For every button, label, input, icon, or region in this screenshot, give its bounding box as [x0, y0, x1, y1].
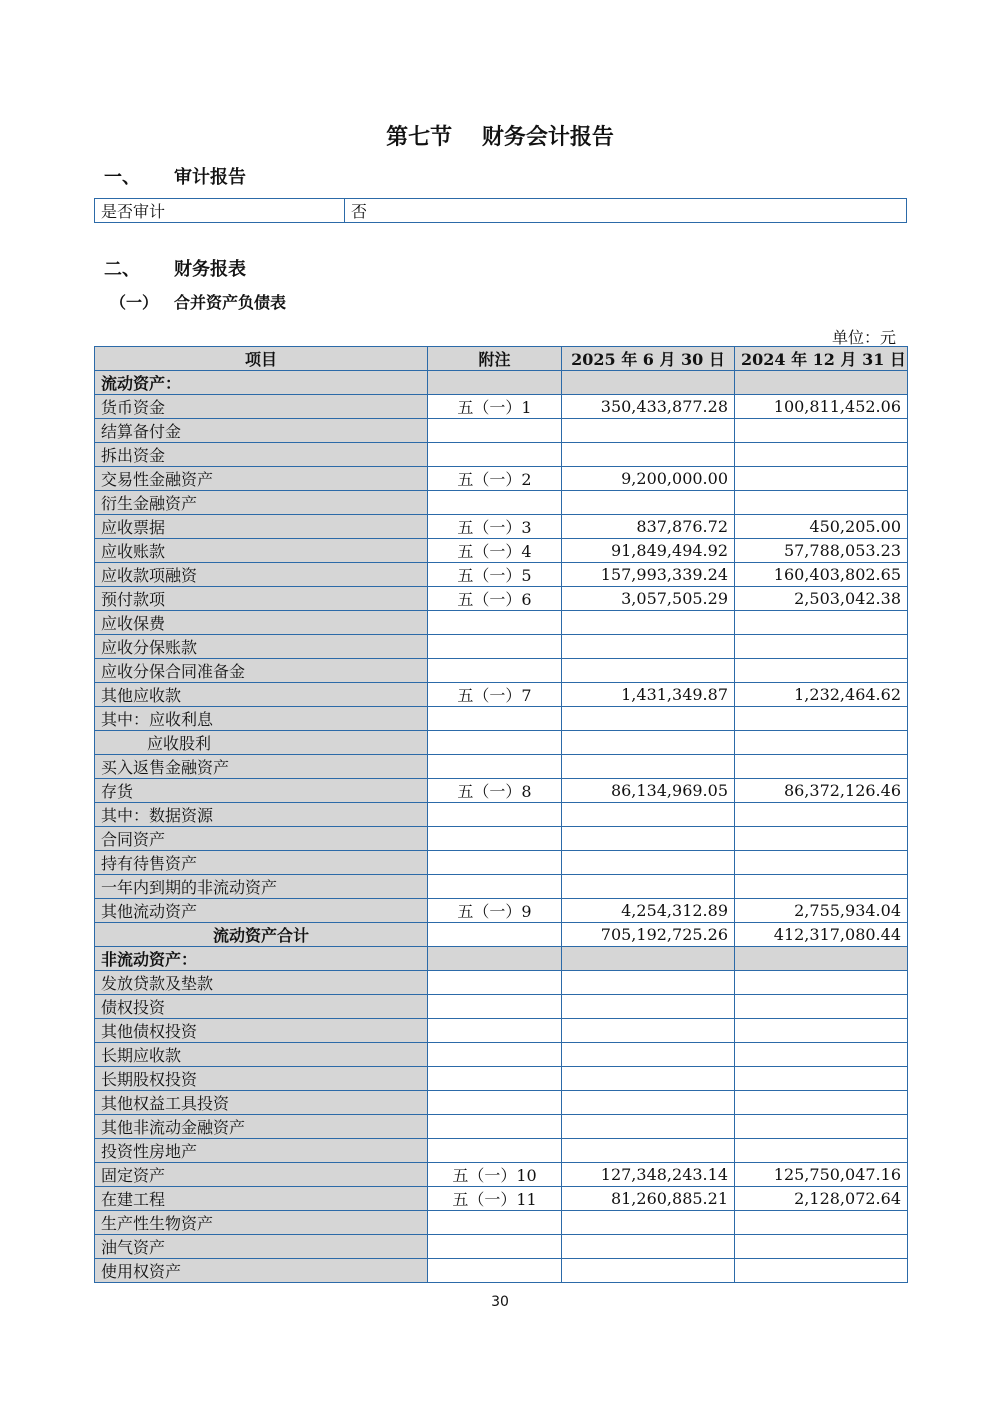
audit-heading-number: 一、: [104, 167, 140, 188]
row-note: [428, 1235, 562, 1259]
row-note: [428, 1043, 562, 1067]
row-value-2025: [562, 1067, 735, 1091]
table-row: [95, 683, 908, 707]
row-value-2024: 57,788,053.23: [735, 539, 908, 563]
row-value-2024: 160,403,802.65: [735, 563, 908, 587]
row-note: [428, 971, 562, 995]
audit-label: 是否审计: [95, 199, 345, 223]
row-value-2024: [735, 827, 908, 851]
row-value-2025: [562, 611, 735, 635]
table-row: [95, 659, 908, 683]
row-value-2025: [562, 659, 735, 683]
row-value-2025: [562, 827, 735, 851]
row-item: 长期股权投资: [95, 1067, 428, 1091]
row-value-2025: [562, 443, 735, 467]
table-row: [95, 1163, 908, 1187]
row-value-2025: [562, 971, 735, 995]
row-value-2024: [735, 1115, 908, 1139]
row-item: 发放贷款及垫款: [95, 971, 428, 995]
balance-sheet-heading-number: （一）: [110, 293, 159, 312]
balance-sheet-heading: [110, 290, 286, 313]
row-value-2025: [562, 1259, 735, 1283]
row-value-2024: [735, 1235, 908, 1259]
row-note: [428, 443, 562, 467]
row-note: [428, 995, 562, 1019]
row-value-2024: [735, 1259, 908, 1283]
row-note: 五（一）6: [428, 587, 562, 611]
row-item: 其他权益工具投资: [95, 1091, 428, 1115]
balance-sheet-table: [94, 346, 908, 1283]
row-value-2024: [735, 467, 908, 491]
row-value-2024: [735, 707, 908, 731]
row-value-2025: [562, 755, 735, 779]
row-item: 货币资金: [95, 395, 428, 419]
row-value-2024: [735, 1139, 908, 1163]
audit-row: [95, 199, 907, 223]
row-note: [428, 1091, 562, 1115]
row-item: 应收票据: [95, 515, 428, 539]
table-row: [95, 1235, 908, 1259]
table-row: [95, 827, 908, 851]
row-note: [428, 875, 562, 899]
row-item: 投资性房地产: [95, 1139, 428, 1163]
row-item: 长期应收款: [95, 1043, 428, 1067]
row-value-2024: [735, 371, 908, 395]
row-item: 其他流动资产: [95, 899, 428, 923]
table-row: [95, 611, 908, 635]
row-value-2025: [562, 635, 735, 659]
row-value-2025: 350,433,877.28: [562, 395, 735, 419]
row-note: 五（一）8: [428, 779, 562, 803]
table-row: [95, 1259, 908, 1283]
row-item: 结算备付金: [95, 419, 428, 443]
row-value-2024: [735, 1019, 908, 1043]
row-value-2024: [735, 875, 908, 899]
row-note: [428, 1115, 562, 1139]
row-value-2024: 450,205.00: [735, 515, 908, 539]
table-row: [95, 515, 908, 539]
row-value-2025: [562, 1139, 735, 1163]
row-note: [428, 947, 562, 971]
row-value-2025: 1,431,349.87: [562, 683, 735, 707]
row-note: [428, 1139, 562, 1163]
row-note: [428, 1019, 562, 1043]
row-note: 五（一）1: [428, 395, 562, 419]
row-note: [428, 611, 562, 635]
row-value-2024: [735, 1211, 908, 1235]
row-value-2025: [562, 1091, 735, 1115]
row-value-2024: 1,232,464.62: [735, 683, 908, 707]
row-value-2025: 157,993,339.24: [562, 563, 735, 587]
row-value-2024: [735, 1067, 908, 1091]
page-number: 30: [491, 1294, 509, 1310]
table-row: [95, 539, 908, 563]
table-row: [95, 1043, 908, 1067]
row-note: 五（一）2: [428, 467, 562, 491]
row-item: 应收账款: [95, 539, 428, 563]
row-value-2025: [562, 371, 735, 395]
row-note: 五（一）9: [428, 899, 562, 923]
row-item: 其中：应收利息: [95, 707, 428, 731]
row-value-2025: 837,876.72: [562, 515, 735, 539]
row-value-2024: 125,750,047.16: [735, 1163, 908, 1187]
row-value-2024: [735, 755, 908, 779]
row-value-2025: [562, 1019, 735, 1043]
row-value-2025: [562, 731, 735, 755]
row-value-2025: 127,348,243.14: [562, 1163, 735, 1187]
row-value-2025: 705,192,725.26: [562, 923, 735, 947]
row-item: 固定资产: [95, 1163, 428, 1187]
row-value-2025: [562, 875, 735, 899]
row-value-2025: 3,057,505.29: [562, 587, 735, 611]
table-row: [95, 491, 908, 515]
table-row: [95, 851, 908, 875]
row-item: 存货: [95, 779, 428, 803]
row-value-2024: [735, 491, 908, 515]
row-item: 流动资产：: [95, 371, 428, 395]
row-item: 应收保费: [95, 611, 428, 635]
row-item: 持有待售资产: [95, 851, 428, 875]
row-value-2024: [735, 635, 908, 659]
row-note: [428, 1211, 562, 1235]
row-value-2025: [562, 947, 735, 971]
row-note: [428, 371, 562, 395]
row-item: 预付款项: [95, 587, 428, 611]
row-note: [428, 707, 562, 731]
table-row: [95, 947, 908, 971]
table-row: [95, 1091, 908, 1115]
row-value-2024: 2,755,934.04: [735, 899, 908, 923]
statements-heading-text: 财务报表: [174, 259, 246, 280]
row-item: 拆出资金: [95, 443, 428, 467]
row-value-2025: [562, 1211, 735, 1235]
row-item: 油气资产: [95, 1235, 428, 1259]
row-value-2025: 86,134,969.05: [562, 779, 735, 803]
table-row: [95, 587, 908, 611]
row-item: 其中：数据资源: [95, 803, 428, 827]
table-row: [95, 563, 908, 587]
row-note: 五（一）5: [428, 563, 562, 587]
table-row: [95, 731, 908, 755]
row-value-2024: [735, 731, 908, 755]
row-value-2025: [562, 851, 735, 875]
table-row: [95, 635, 908, 659]
row-value-2025: [562, 803, 735, 827]
row-note: [428, 1067, 562, 1091]
row-value-2025: [562, 995, 735, 1019]
row-value-2024: [735, 611, 908, 635]
row-value-2024: [735, 803, 908, 827]
statements-heading: [104, 255, 246, 281]
row-note: [428, 659, 562, 683]
row-value-2025: [562, 707, 735, 731]
table-row: [95, 995, 908, 1019]
row-note: [428, 755, 562, 779]
row-item: 债权投资: [95, 995, 428, 1019]
row-value-2025: [562, 1043, 735, 1067]
row-item: 流动资产合计: [95, 923, 428, 947]
statements-heading-number: 二、: [104, 259, 140, 280]
table-row: [95, 371, 908, 395]
row-note: [428, 491, 562, 515]
header-2024: 2024 年 12 月 31 日: [735, 347, 908, 371]
audit-value: 否: [345, 199, 907, 223]
row-value-2025: [562, 1235, 735, 1259]
row-item: 非流动资产：: [95, 947, 428, 971]
row-note: [428, 923, 562, 947]
row-item: 使用权资产: [95, 1259, 428, 1283]
table-row: [95, 1067, 908, 1091]
table-row: [95, 755, 908, 779]
row-value-2024: [735, 659, 908, 683]
row-value-2025: 9,200,000.00: [562, 467, 735, 491]
table-row: [95, 1019, 908, 1043]
table-row: [95, 1139, 908, 1163]
row-note: 五（一）11: [428, 1187, 562, 1211]
table-row: [95, 395, 908, 419]
row-value-2024: [735, 995, 908, 1019]
row-note: 五（一）7: [428, 683, 562, 707]
row-item: 应收股利: [95, 731, 428, 755]
row-item: 一年内到期的非流动资产: [95, 875, 428, 899]
row-value-2025: [562, 491, 735, 515]
header-note: 附注: [428, 347, 562, 371]
header-2025: 2025 年 6 月 30 日: [562, 347, 735, 371]
row-item: 衍生金融资产: [95, 491, 428, 515]
row-value-2024: [735, 419, 908, 443]
table-row: [95, 419, 908, 443]
row-item: 其他应收款: [95, 683, 428, 707]
row-value-2024: 86,372,126.46: [735, 779, 908, 803]
row-item: 买入返售金融资产: [95, 755, 428, 779]
row-item: 在建工程: [95, 1187, 428, 1211]
row-note: [428, 419, 562, 443]
row-value-2024: 100,811,452.06: [735, 395, 908, 419]
row-value-2025: 81,260,885.21: [562, 1187, 735, 1211]
row-note: [428, 635, 562, 659]
row-value-2025: [562, 1115, 735, 1139]
row-note: [428, 1259, 562, 1283]
row-note: 五（一）10: [428, 1163, 562, 1187]
table-row: [95, 923, 908, 947]
balance-sheet-heading-text: 合并资产负债表: [174, 293, 287, 312]
row-note: 五（一）4: [428, 539, 562, 563]
table-row: [95, 971, 908, 995]
audit-heading-text: 审计报告: [174, 167, 246, 188]
row-note: 五（一）3: [428, 515, 562, 539]
table-row: [95, 1187, 908, 1211]
row-item: 应收款项融资: [95, 563, 428, 587]
unit-label: 单位：元: [831, 328, 896, 347]
table-header-row: [95, 347, 908, 371]
table-row: [95, 1115, 908, 1139]
table-row: [95, 779, 908, 803]
table-row: [95, 875, 908, 899]
row-value-2024: 2,503,042.38: [735, 587, 908, 611]
table-row: [95, 467, 908, 491]
row-value-2024: [735, 851, 908, 875]
row-item: 应收分保账款: [95, 635, 428, 659]
row-note: [428, 731, 562, 755]
row-value-2024: 412,317,080.44: [735, 923, 908, 947]
audit-heading: [104, 163, 246, 189]
table-row: [95, 803, 908, 827]
table-row: [95, 899, 908, 923]
row-value-2024: [735, 443, 908, 467]
row-note: [428, 803, 562, 827]
section-title: 第七节 财务会计报告: [386, 125, 614, 150]
row-item: 其他债权投资: [95, 1019, 428, 1043]
row-value-2025: 4,254,312.89: [562, 899, 735, 923]
row-note: [428, 827, 562, 851]
row-value-2024: [735, 947, 908, 971]
header-item: 项目: [95, 347, 428, 371]
table-row: [95, 1211, 908, 1235]
row-note: [428, 851, 562, 875]
row-value-2024: 2,128,072.64: [735, 1187, 908, 1211]
row-value-2024: [735, 971, 908, 995]
table-row: [95, 707, 908, 731]
row-value-2025: [562, 419, 735, 443]
row-item: 合同资产: [95, 827, 428, 851]
row-item: 应收分保合同准备金: [95, 659, 428, 683]
row-value-2025: 91,849,494.92: [562, 539, 735, 563]
row-value-2024: [735, 1091, 908, 1115]
row-item: 其他非流动金融资产: [95, 1115, 428, 1139]
row-item: 交易性金融资产: [95, 467, 428, 491]
table-row: [95, 443, 908, 467]
row-value-2024: [735, 1043, 908, 1067]
audit-table: [94, 198, 907, 223]
row-item: 生产性生物资产: [95, 1211, 428, 1235]
